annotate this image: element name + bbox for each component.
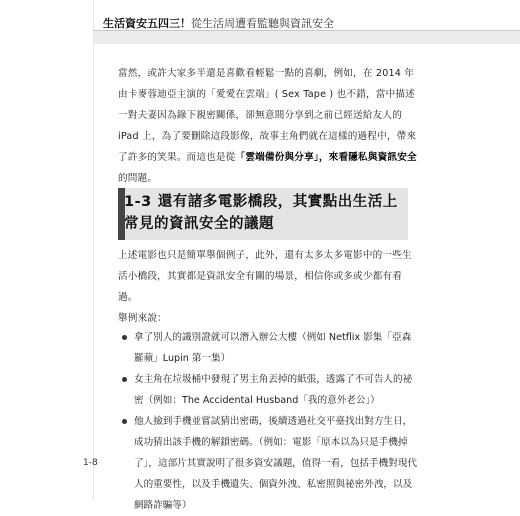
list-item xyxy=(118,411,418,516)
list-item xyxy=(118,327,418,369)
header-title: 生活資安五四三！ xyxy=(103,17,191,30)
page-number: 1-8 xyxy=(83,458,98,468)
page-margin-line xyxy=(93,0,94,500)
header-subtitle: 從生活周遭看監聽與資訊安全 xyxy=(191,17,334,30)
section-number: 1-3 xyxy=(124,194,152,210)
bullet-icon xyxy=(122,377,127,382)
running-header xyxy=(103,15,334,31)
examples-list xyxy=(118,327,418,516)
bullet-icon xyxy=(122,419,127,424)
body-paragraph: 上述電影也只是簡單舉個例子，此外，還有太多太多電影中的一些生活小橋段，其實都是資訊安全有關的場景，相信你或多或少都有看過。 xyxy=(118,250,412,303)
list-item xyxy=(118,369,418,411)
section-heading xyxy=(124,191,404,235)
header-bar xyxy=(93,30,520,44)
list-item-text: 女主角在垃圾桶中發現了男主角丟掉的紙張，透露了不可告人的祕密（例如：The Accidental Husband「我的意外老公」） xyxy=(134,374,413,406)
list-item-text: 他人撿到手機並嘗試猜出密碼，後續透過社交平臺找出對方生日，成功猜出該手機的解鎖密碼。（例如：電影「原本以為只是手機掉了」，這部片其實說明了很多資安議題，值得一看，包括手機對現代人的重要性，以及手機遺失、個資外洩、私密照與祕密外洩，以及網路詐騙等） xyxy=(134,416,418,511)
list-item-text: 拿了別人的識別證就可以潛入辦公大樓（例如 Netflix 影集「亞森羅蘋」Lupin 第一集） xyxy=(134,332,412,364)
intro-text-part1: 當然，或許大家多半還是喜歡看輕鬆一點的喜劇，例如，在 2014 年由卡麥蓉迪亞主演的「愛愛在雲端」( Sex Tape ) 也不錯，當中描述一對夫妻因為錄下親密關係，卻無意間分享到之前已經送給友人的 iPad 上，為了要刪除這段影像，故事主角們就在這樣的過程中，帶來了許多的笑果。而這也是從 xyxy=(118,68,417,163)
section-title: 還有諸多電影橋段，其實點出生活上常見的資訊安全的議題 xyxy=(124,194,398,232)
header-divider xyxy=(93,30,520,31)
examples-lead: 舉例來說： xyxy=(118,313,167,324)
intro-paragraph xyxy=(118,63,418,189)
bullet-icon xyxy=(122,335,127,340)
intro-text-part2: 的問題。 xyxy=(118,173,158,184)
intro-emphasis: 「雲端備份與分享」，來看隱私與資訊安全 xyxy=(235,152,417,163)
